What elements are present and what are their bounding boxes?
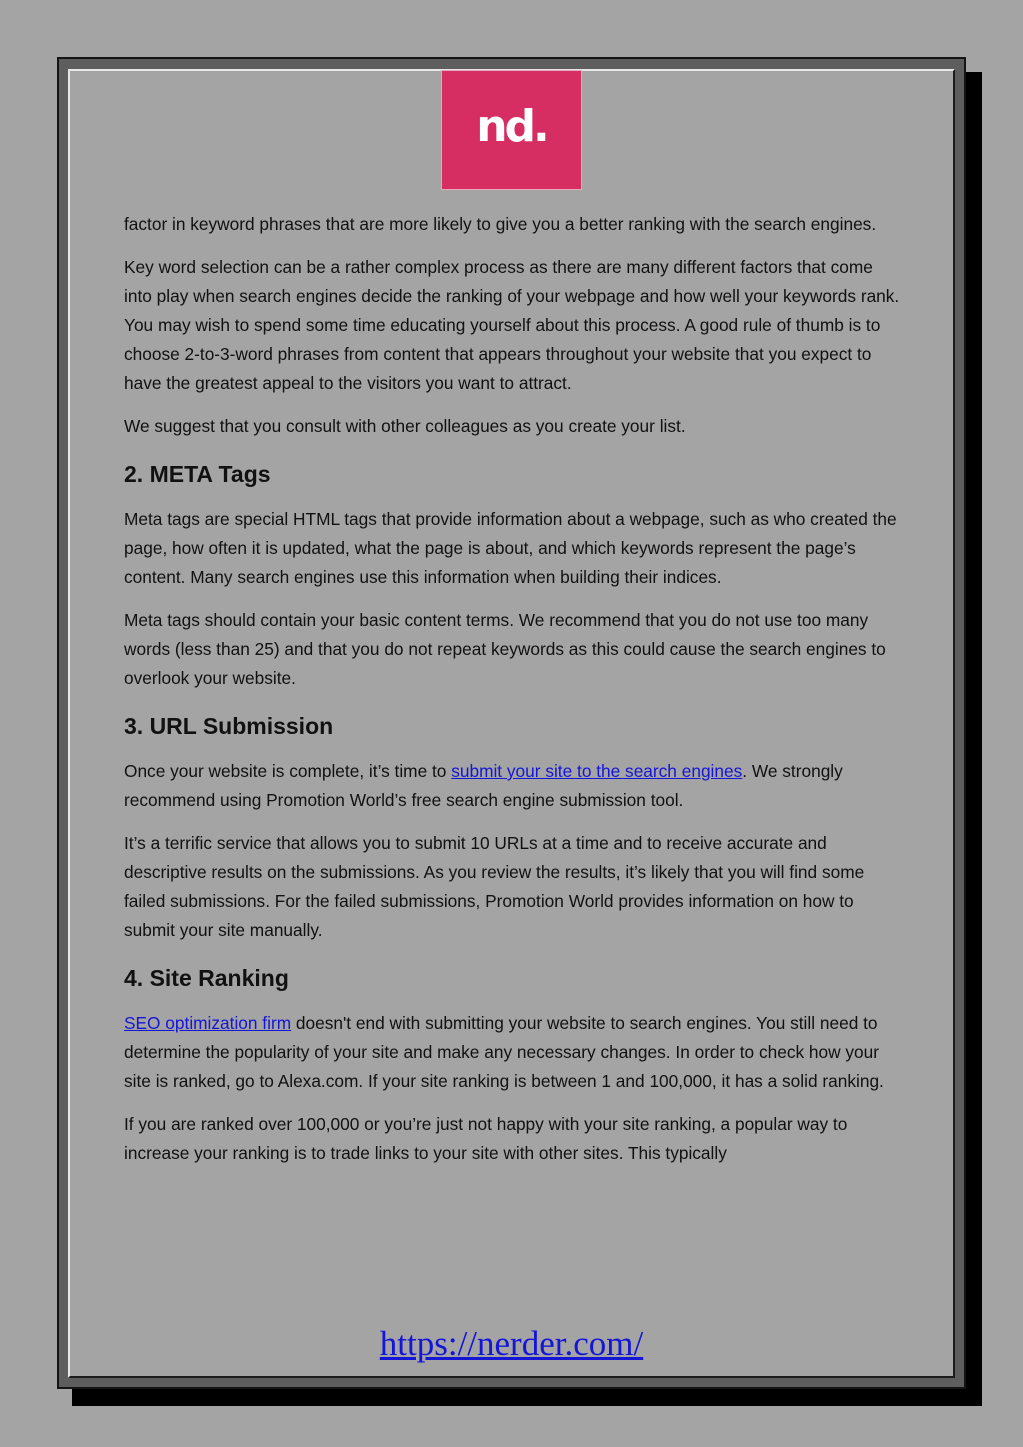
heading-site-ranking: 4. Site Ranking [124,965,289,991]
paragraph-ranking-advice: If you are ranked over 100,000 or you’re just not happy with your site ranking, a popular way to increase your ranking is to trade links to your site with other sites. This typically [124,1114,848,1163]
footer-url-link[interactable]: https://nerder.com/ [379,1324,644,1363]
paragraph-seo-firm [124,1009,902,1096]
nerder-logo [442,71,581,189]
paragraph-meta-tags-definition: Meta tags are special HTML tags that provide information about a webpage, such as who created the page, how often it is updated, what the page is about, and which keywords represent the page’s content. Many search engines use this information when building their indices. [124,509,897,587]
paragraph-keyword-selection: Key word selection can be a rather complex process as there are many different factors that come into play when search engines decide the ranking of your webpage and how well your keywords rank. You may wish to spend some time educating yourself about this process. A good rule of thumb is to choose 2-to-3-word phrases from content that appears throughout your website that you expect to have the greatest appeal to the visitors you want to attract. [124,257,900,393]
paragraph-keyword-factor: factor in keyword phrases that are more likely to give you a better ranking with the search engines. [124,214,877,234]
logo-text: nd. [476,101,547,152]
paragraph-url-submission [124,757,902,815]
footer [0,1322,1023,1366]
paragraph-meta-tags-advice: Meta tags should contain your basic content terms. We recommend that you do not use too many words (less than 25) and that you do not repeat keywords as this could cause the search engines to overlook your website. [124,610,886,688]
submit-site-link[interactable]: submit your site to the search engines [451,761,743,781]
text-segment: . We strongly recommend using Promotion World’s free search engine submission tool. [124,761,843,810]
text-segment: doesn't end with submitting your website to search engines. You still need to determine the popularity of your site and make any necessary changes. In order to check how your site is ranked, go to Alexa.com. If your site ranking is between 1 and 100,000, it has a solid ranking. [124,1013,884,1091]
paragraph-submission-service: It’s a terrific service that allows you to submit 10 URLs at a time and to receive accurate and descriptive results on the submissions. As you review the results, it’s likely that you will find some failed submissions. For the failed submissions, Promotion World provides information on how to submit your site manually. [124,833,865,940]
paragraph-consult-colleagues: We suggest that you consult with other colleagues as you create your list. [124,416,686,436]
document-body [124,210,902,1182]
text-segment: Once your website is complete, it’s time to [124,761,452,781]
seo-optimization-firm-link[interactable]: SEO optimization firm [124,1013,292,1033]
heading-url-submission: 3. URL Submission [124,713,334,739]
heading-meta-tags: 2. META Tags [124,461,271,487]
